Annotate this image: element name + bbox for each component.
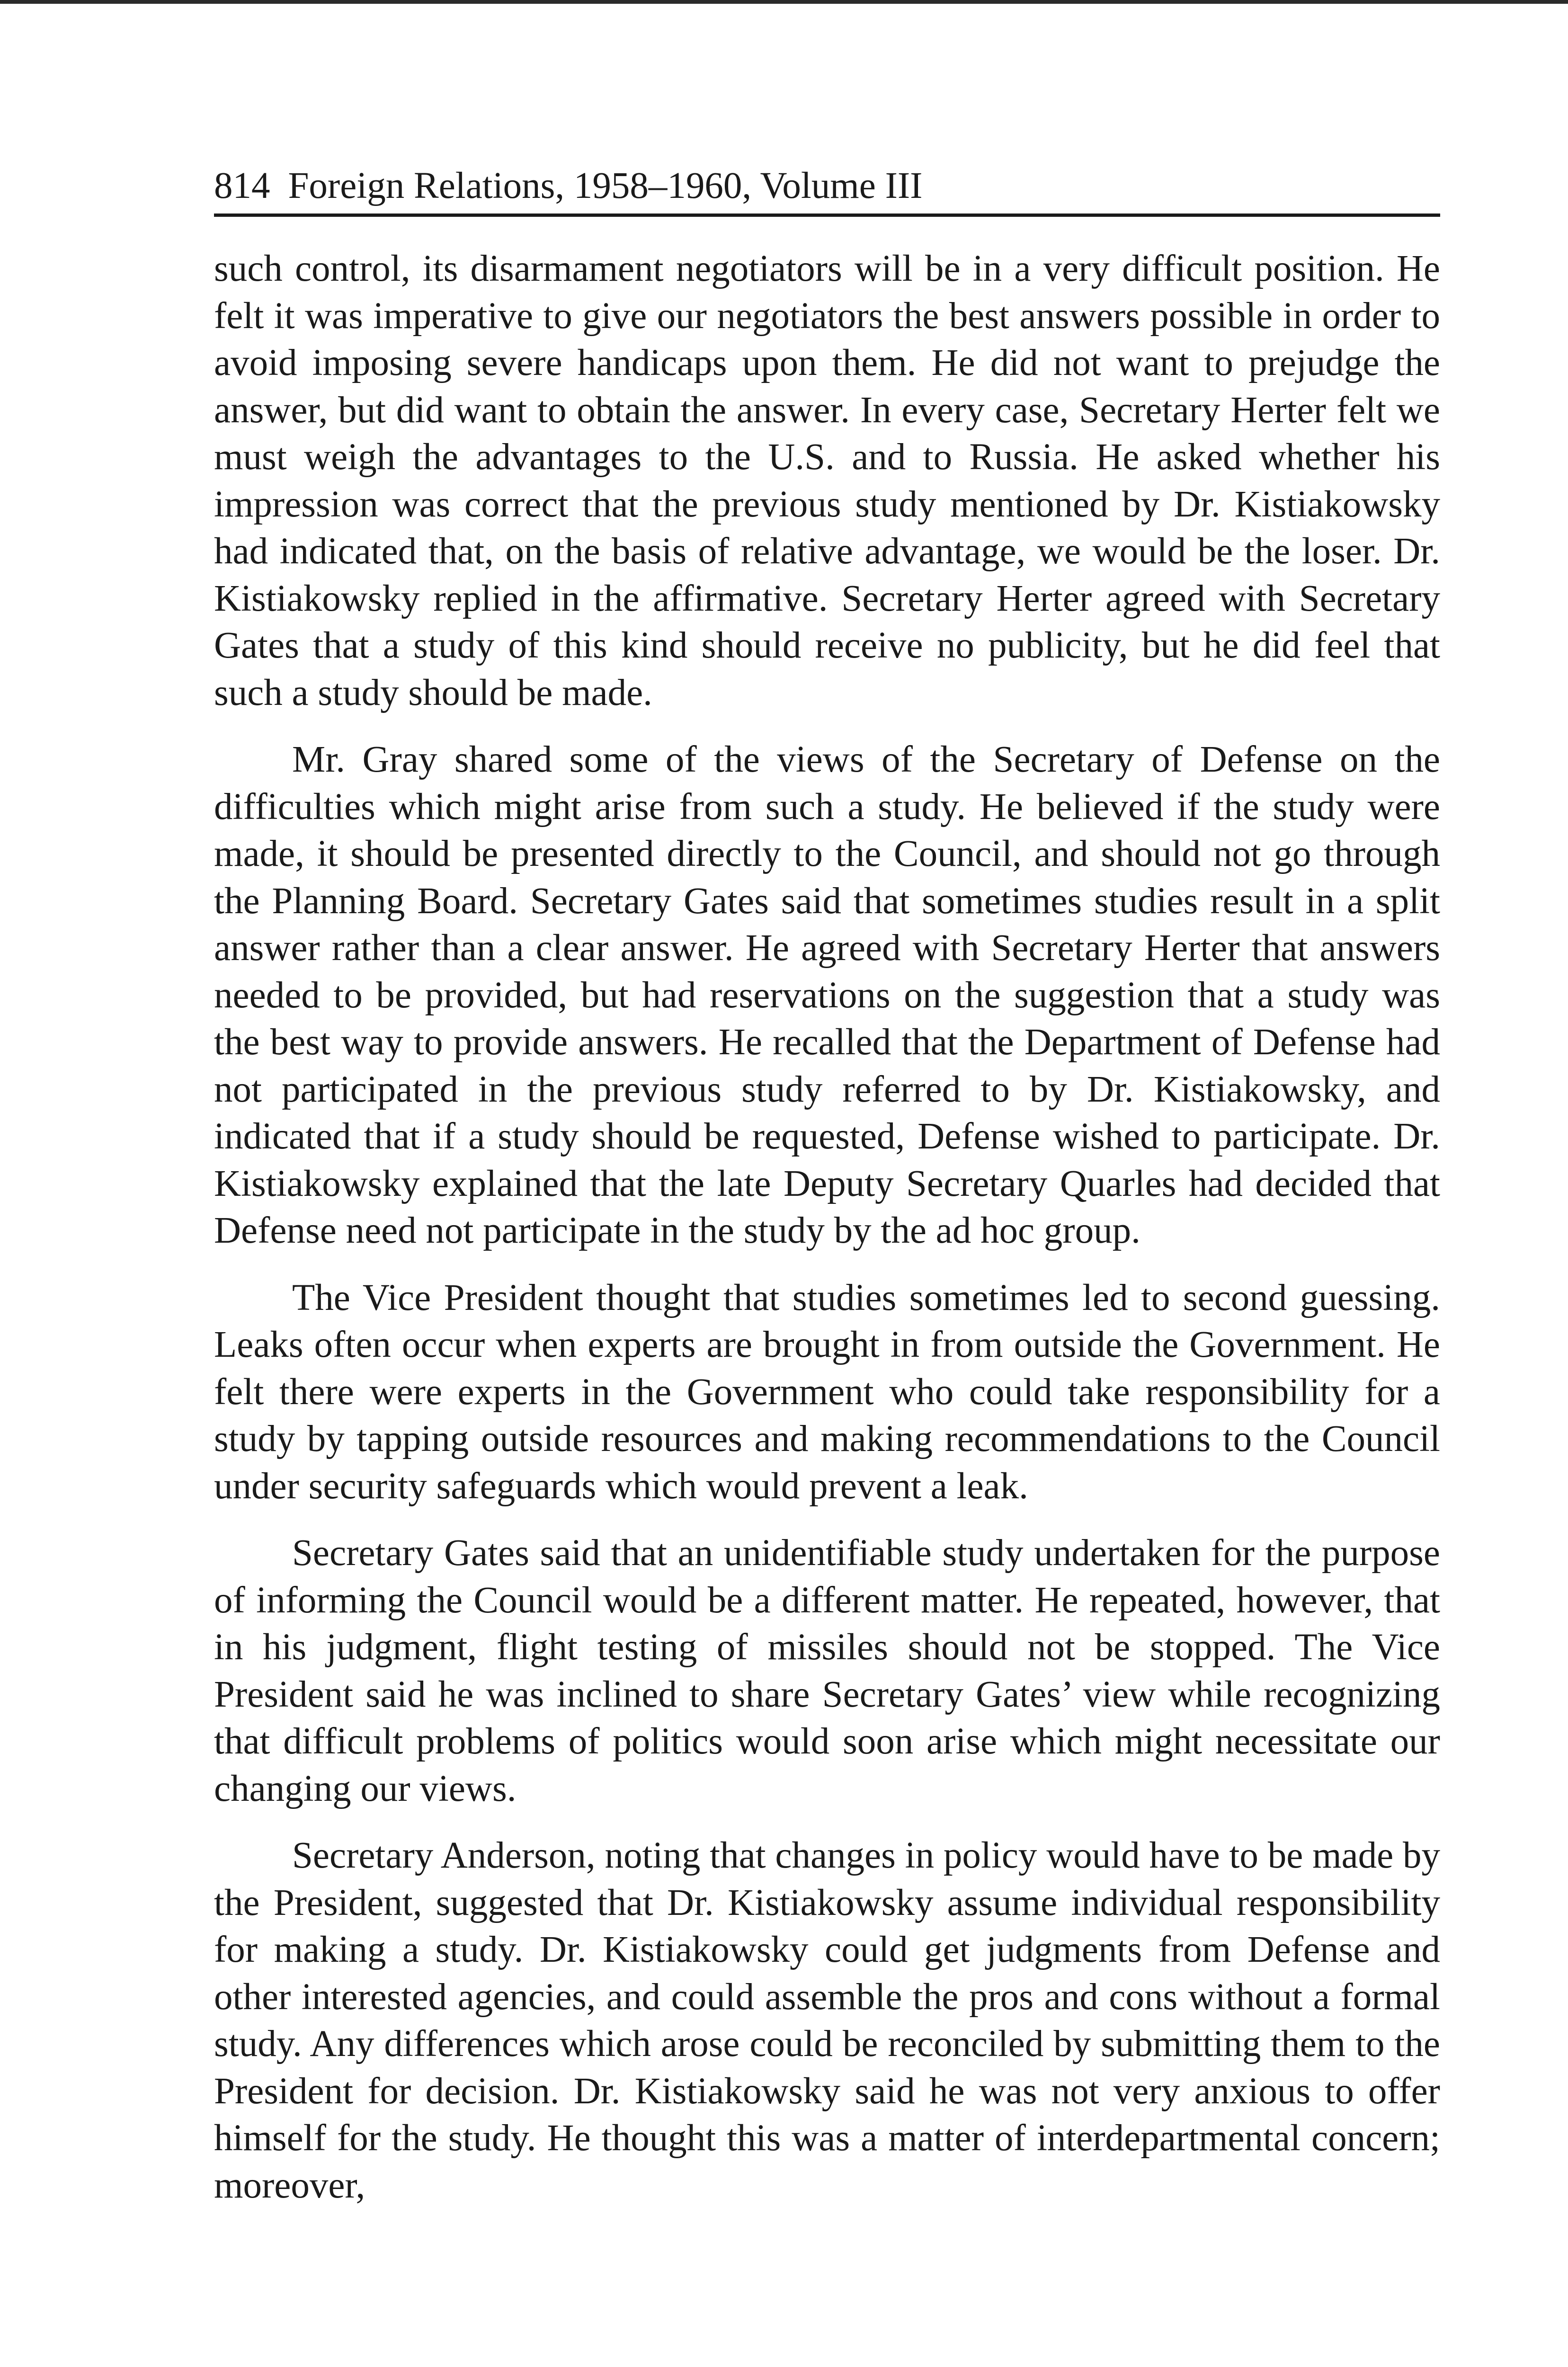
page-number: 814	[214, 165, 270, 206]
scan-top-edge	[0, 0, 1568, 4]
paragraph: Secretary Gates said that an unidentifiable study undertaken for the purpose of informing the Council would be a different matter. He repeated, however, that in his judgment, flight testing of missiles should not be stopped. The Vice President said he was inclined to share Secretary Gates’ view while recognizing that difficult problems of politics would soon arise which might necessitate our changing our views.	[214, 1532, 1440, 1809]
paragraph: Secretary Anderson, noting that changes in policy would have to be made by the President, suggested that Dr. Kistiakowsky assume individual responsibility for making a study. Dr. Kistiakowsky could get judgments from Defense and other interested agencies, and could assemble the pros and cons without a formal study. Any differences which arose could be reconciled by submitting them to the President for decision. Dr. Kistiakowsky said he was not very anxious to offer himself for the study. He thought this was a matter of interdepartmental concern; moreover,	[214, 1835, 1440, 2206]
document-page	[214, 163, 1440, 2229]
paragraph: such control, its disarmament negotiators will be in a very difficult position. He felt it was imperative to give our negotiators the best answers possible in order to avoid imposing severe handicaps upon them. He did not want to prejudge the answer, but did want to obtain the answer. In every case, Secretary Herter felt we must weigh the advantages to the U.S. and to Russia. He asked whether his impression was correct that the previous study mentioned by Dr. Kistiakowsky had indicated that, on the basis of relative advantage, we would be the loser. Dr. Kistiakowsky replied in the affirmative. Secretary Herter agreed with Secretary Gates that a study of this kind should receive no publicity, but he did feel that such a study should be made.	[214, 248, 1440, 713]
paragraph: The Vice President thought that studies sometimes led to second guessing. Leaks often occur when experts are brought in from outside the Government. He felt there were experts in the Government who could take responsibility for a study by tapping outside resources and making recommendations to the Council under security safeguards which would prevent a leak.	[214, 1277, 1440, 1507]
running-title: Foreign Relations, 1958–1960, Volume III	[288, 165, 923, 206]
body-text	[214, 245, 1440, 2209]
running-head	[214, 163, 1440, 217]
paragraph: Mr. Gray shared some of the views of the Secretary of Defense on the difficulties which might arise from such a study. He believed if the study were made, it should be presented directly to the Council, and should not go through the Planning Board. Secretary Gates said that sometimes studies result in a split answer rather than a clear answer. He agreed with Secretary Herter that answers needed to be provided, but had reservations on the suggestion that a study was the best way to provide answers. He recalled that the Department of Defense had not participated in the previous study referred to by Dr. Kistiakowsky, and indicated that if a study should be requested, Defense wished to participate. Dr. Kistiakowsky explained that the late Deputy Secretary Quarles had decided that Defense need not participate in the study by the ad hoc group.	[214, 739, 1440, 1251]
